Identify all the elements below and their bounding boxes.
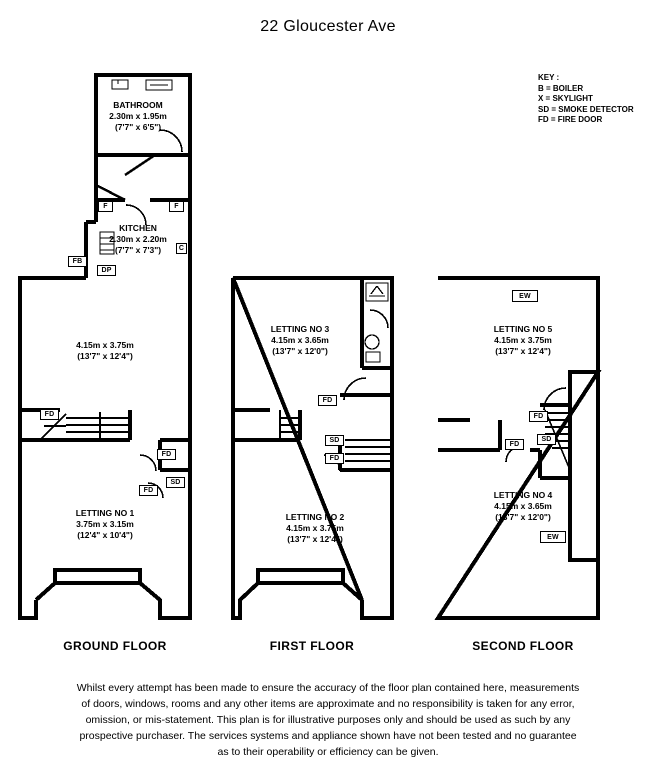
page-title: 22 Gloucester Ave: [260, 18, 396, 35]
tag-fire-door-ground-stairs: FD: [40, 409, 59, 420]
tag-fire-door-letting-5: FD: [529, 411, 548, 422]
key-item-skylight: X = SKYLIGHT: [538, 94, 593, 103]
room-label-letting-2: LETTING NO 2 4.15m x 3.75m (13'7" x 12'4"): [285, 512, 345, 544]
key-heading: KEY :: [538, 73, 560, 82]
key-item-boiler: B = BOILER: [538, 83, 584, 93]
tag-fire-door-ground-hall: FD: [157, 449, 176, 460]
tag-fire-door-letting-4: FD: [505, 439, 524, 450]
tag-fire-door-letting-3: FD: [318, 395, 337, 406]
tag-fire-door-letting-2: FD: [325, 453, 344, 464]
disclaimer-line-4: prospective purchaser. The services systems and appliance shown have not been tested and no guarantee: [79, 730, 577, 742]
tag-dp: DP: [97, 265, 116, 276]
room-label-bathroom: BATHROOM 2.30m x 1.95m (7'7" x 6'5"): [109, 100, 167, 132]
tag-escape-window-letting-5: EW: [512, 290, 538, 302]
key-legend: [538, 73, 634, 126]
tag-fire-door-kitchen-left: F: [98, 201, 113, 212]
disclaimer-line-1: Whilst every attempt has been made to ensure the accuracy of the floor plan contained here, measurements: [76, 682, 580, 694]
room-label-letting-3: LETTING NO 3 4.15m x 3.65m (13'7" x 12'0"): [270, 324, 330, 356]
tag-smoke-detector-ground: SD: [166, 477, 185, 488]
key-item-smoke-detector: SD = SMOKE DETECTOR: [538, 104, 634, 114]
tag-smoke-detector-first: SD: [325, 435, 344, 446]
room-label-letting-1: LETTING NO 1 3.75m x 3.15m (12'4" x 10'4"): [75, 508, 135, 540]
room-label-letting-5: LETTING NO 5 4.15m x 3.75m (13'7" x 12'4"): [493, 324, 553, 356]
room-label-ground-front-room: 4.15m x 3.75m (13'7" x 12'4"): [76, 340, 134, 361]
disclaimer-line-2: of doors, windows, rooms and any other items are approximate and no responsibility is taken for any error,: [81, 698, 575, 710]
room-label-letting-4: LETTING NO 4 4.15m x 3.65m (13'7" x 12'0"): [493, 490, 553, 522]
tag-cupboard: C: [176, 243, 187, 254]
room-label-kitchen: KITCHEN 2.30m x 2.20m (7'7" x 7'3"): [109, 223, 167, 255]
tag-escape-window-letting-4: EW: [540, 531, 566, 543]
tag-boiler-fb: FB: [68, 256, 87, 267]
disclaimer: [18, 680, 638, 760]
tag-fire-door-kitchen-right: F: [169, 201, 184, 212]
disclaimer-line-5: as to their operability or efficiency can be given.: [217, 746, 439, 758]
key-item-fire-door: FD = FIRE DOOR: [538, 115, 603, 124]
tag-fire-door-letting-1: FD: [139, 485, 158, 496]
tag-smoke-detector-second: SD: [537, 434, 556, 445]
floor-label-second: SECOND FLOOR: [472, 639, 574, 653]
floor-label-ground: GROUND FLOOR: [63, 639, 167, 653]
floor-label-first: FIRST FLOOR: [269, 639, 355, 653]
disclaimer-line-3: omission, or mis-statement. This plan is for illustrative purposes only and should be used as such by any: [85, 714, 571, 726]
